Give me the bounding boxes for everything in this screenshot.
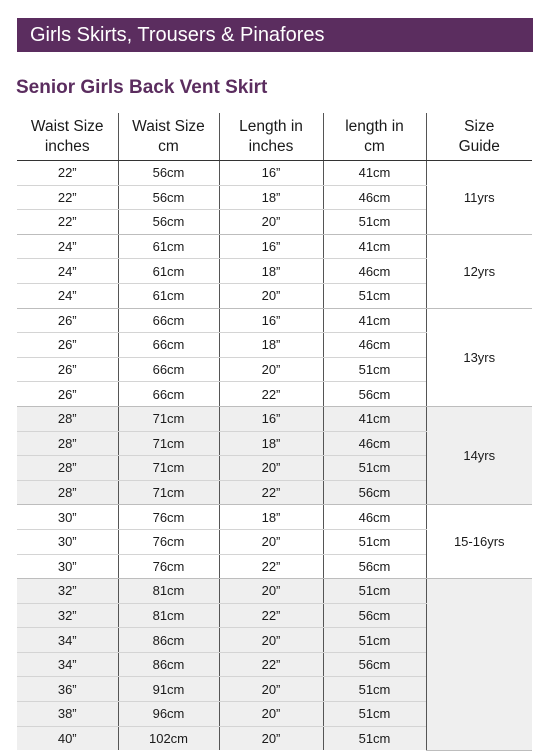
length-cm-cell: 41cm: [323, 161, 426, 186]
size-group: [17, 406, 532, 504]
length-inches-cell: 22”: [219, 554, 323, 579]
length-inches-cell: 18”: [219, 431, 323, 456]
waist-cm-cell: 56cm: [118, 161, 219, 186]
waist-inches-cell: 26”: [17, 333, 118, 358]
header-length-inches: Length in inches: [219, 113, 323, 161]
header-waist-inches: Waist Size inches: [17, 113, 118, 161]
size-group: [17, 234, 532, 308]
waist-inches-cell: 28”: [17, 480, 118, 505]
size-guide-cell: 14yrs: [426, 406, 532, 504]
size-guide-cell: 13yrs: [426, 308, 532, 406]
waist-inches-cell: 30”: [17, 529, 118, 554]
length-cm-cell: 41cm: [323, 234, 426, 259]
waist-cm-cell: 66cm: [118, 357, 219, 382]
waist-cm-cell: 86cm: [118, 628, 219, 653]
length-cm-cell: 51cm: [323, 357, 426, 382]
table-row: [17, 234, 532, 259]
category-title: Girls Skirts, Trousers & Pinafores: [30, 24, 325, 46]
header-waist-cm: Waist Size cm: [118, 113, 219, 161]
waist-cm-cell: 56cm: [118, 210, 219, 235]
waist-cm-cell: 76cm: [118, 529, 219, 554]
length-inches-cell: 22”: [219, 652, 323, 677]
length-cm-cell: 51cm: [323, 579, 426, 604]
waist-inches-cell: 24”: [17, 259, 118, 284]
length-cm-cell: 56cm: [323, 382, 426, 407]
length-cm-cell: 51cm: [323, 702, 426, 727]
size-guide-cell: [426, 579, 532, 751]
waist-inches-cell: 32”: [17, 579, 118, 604]
waist-cm-cell: 61cm: [118, 234, 219, 259]
size-group: [17, 505, 532, 579]
length-inches-cell: 20”: [219, 357, 323, 382]
product-title: Senior Girls Back Vent Skirt: [16, 77, 268, 98]
length-inches-cell: 18”: [219, 333, 323, 358]
waist-cm-cell: 81cm: [118, 603, 219, 628]
size-chart-table: [17, 113, 532, 751]
waist-inches-cell: 28”: [17, 456, 118, 481]
size-guide-cell: 12yrs: [426, 234, 532, 308]
length-cm-cell: 41cm: [323, 308, 426, 333]
length-inches-cell: 20”: [219, 529, 323, 554]
length-cm-cell: 56cm: [323, 480, 426, 505]
table-row: [17, 505, 532, 530]
length-inches-cell: 16”: [219, 161, 323, 186]
size-group: [17, 161, 532, 235]
length-inches-cell: 20”: [219, 628, 323, 653]
length-inches-cell: 16”: [219, 308, 323, 333]
header-length-cm: length in cm: [323, 113, 426, 161]
length-inches-cell: 16”: [219, 406, 323, 431]
length-inches-cell: 22”: [219, 480, 323, 505]
length-cm-cell: 51cm: [323, 456, 426, 481]
header-row: [17, 113, 532, 161]
waist-cm-cell: 76cm: [118, 505, 219, 530]
length-cm-cell: 46cm: [323, 185, 426, 210]
waist-inches-cell: 36”: [17, 677, 118, 702]
length-cm-cell: 46cm: [323, 505, 426, 530]
table-row: [17, 406, 532, 431]
length-inches-cell: 20”: [219, 702, 323, 727]
length-inches-cell: 22”: [219, 603, 323, 628]
category-banner: [17, 18, 533, 52]
waist-inches-cell: 28”: [17, 406, 118, 431]
waist-cm-cell: 96cm: [118, 702, 219, 727]
length-cm-cell: 51cm: [323, 283, 426, 308]
waist-cm-cell: 71cm: [118, 480, 219, 505]
waist-cm-cell: 61cm: [118, 259, 219, 284]
waist-inches-cell: 28”: [17, 431, 118, 456]
length-cm-cell: 46cm: [323, 259, 426, 284]
waist-inches-cell: 26”: [17, 382, 118, 407]
length-inches-cell: 16”: [219, 234, 323, 259]
waist-inches-cell: 34”: [17, 652, 118, 677]
waist-cm-cell: 71cm: [118, 406, 219, 431]
waist-inches-cell: 40”: [17, 726, 118, 750]
waist-inches-cell: 30”: [17, 505, 118, 530]
length-inches-cell: 18”: [219, 259, 323, 284]
waist-cm-cell: 102cm: [118, 726, 219, 750]
waist-cm-cell: 66cm: [118, 333, 219, 358]
length-cm-cell: 51cm: [323, 210, 426, 235]
waist-cm-cell: 91cm: [118, 677, 219, 702]
length-cm-cell: 51cm: [323, 628, 426, 653]
table-row: [17, 579, 532, 604]
waist-inches-cell: 22”: [17, 185, 118, 210]
waist-inches-cell: 22”: [17, 210, 118, 235]
header-size-guide: Size Guide: [426, 113, 532, 161]
size-group: [17, 579, 532, 751]
table-row: [17, 161, 532, 186]
length-inches-cell: 20”: [219, 579, 323, 604]
table-header: [17, 113, 532, 161]
waist-cm-cell: 66cm: [118, 382, 219, 407]
waist-cm-cell: 56cm: [118, 185, 219, 210]
waist-inches-cell: 22”: [17, 161, 118, 186]
length-cm-cell: 41cm: [323, 406, 426, 431]
table-row: [17, 308, 532, 333]
waist-inches-cell: 26”: [17, 357, 118, 382]
size-guide-cell: 15-16yrs: [426, 505, 532, 579]
waist-inches-cell: 38”: [17, 702, 118, 727]
waist-inches-cell: 34”: [17, 628, 118, 653]
size-guide-cell: 11yrs: [426, 161, 532, 235]
length-cm-cell: 51cm: [323, 726, 426, 750]
waist-cm-cell: 61cm: [118, 283, 219, 308]
length-inches-cell: 20”: [219, 456, 323, 481]
length-cm-cell: 56cm: [323, 554, 426, 579]
length-inches-cell: 18”: [219, 505, 323, 530]
waist-inches-cell: 32”: [17, 603, 118, 628]
length-inches-cell: 20”: [219, 726, 323, 750]
length-cm-cell: 46cm: [323, 431, 426, 456]
length-inches-cell: 20”: [219, 210, 323, 235]
waist-cm-cell: 66cm: [118, 308, 219, 333]
length-inches-cell: 18”: [219, 185, 323, 210]
waist-cm-cell: 71cm: [118, 456, 219, 481]
waist-inches-cell: 24”: [17, 234, 118, 259]
waist-inches-cell: 24”: [17, 283, 118, 308]
length-cm-cell: 56cm: [323, 652, 426, 677]
waist-cm-cell: 76cm: [118, 554, 219, 579]
length-inches-cell: 20”: [219, 677, 323, 702]
length-cm-cell: 51cm: [323, 677, 426, 702]
size-group: [17, 308, 532, 406]
waist-inches-cell: 30”: [17, 554, 118, 579]
length-inches-cell: 20”: [219, 283, 323, 308]
length-cm-cell: 51cm: [323, 529, 426, 554]
waist-cm-cell: 81cm: [118, 579, 219, 604]
waist-inches-cell: 26”: [17, 308, 118, 333]
length-inches-cell: 22”: [219, 382, 323, 407]
waist-cm-cell: 71cm: [118, 431, 219, 456]
length-cm-cell: 46cm: [323, 333, 426, 358]
length-cm-cell: 56cm: [323, 603, 426, 628]
waist-cm-cell: 86cm: [118, 652, 219, 677]
